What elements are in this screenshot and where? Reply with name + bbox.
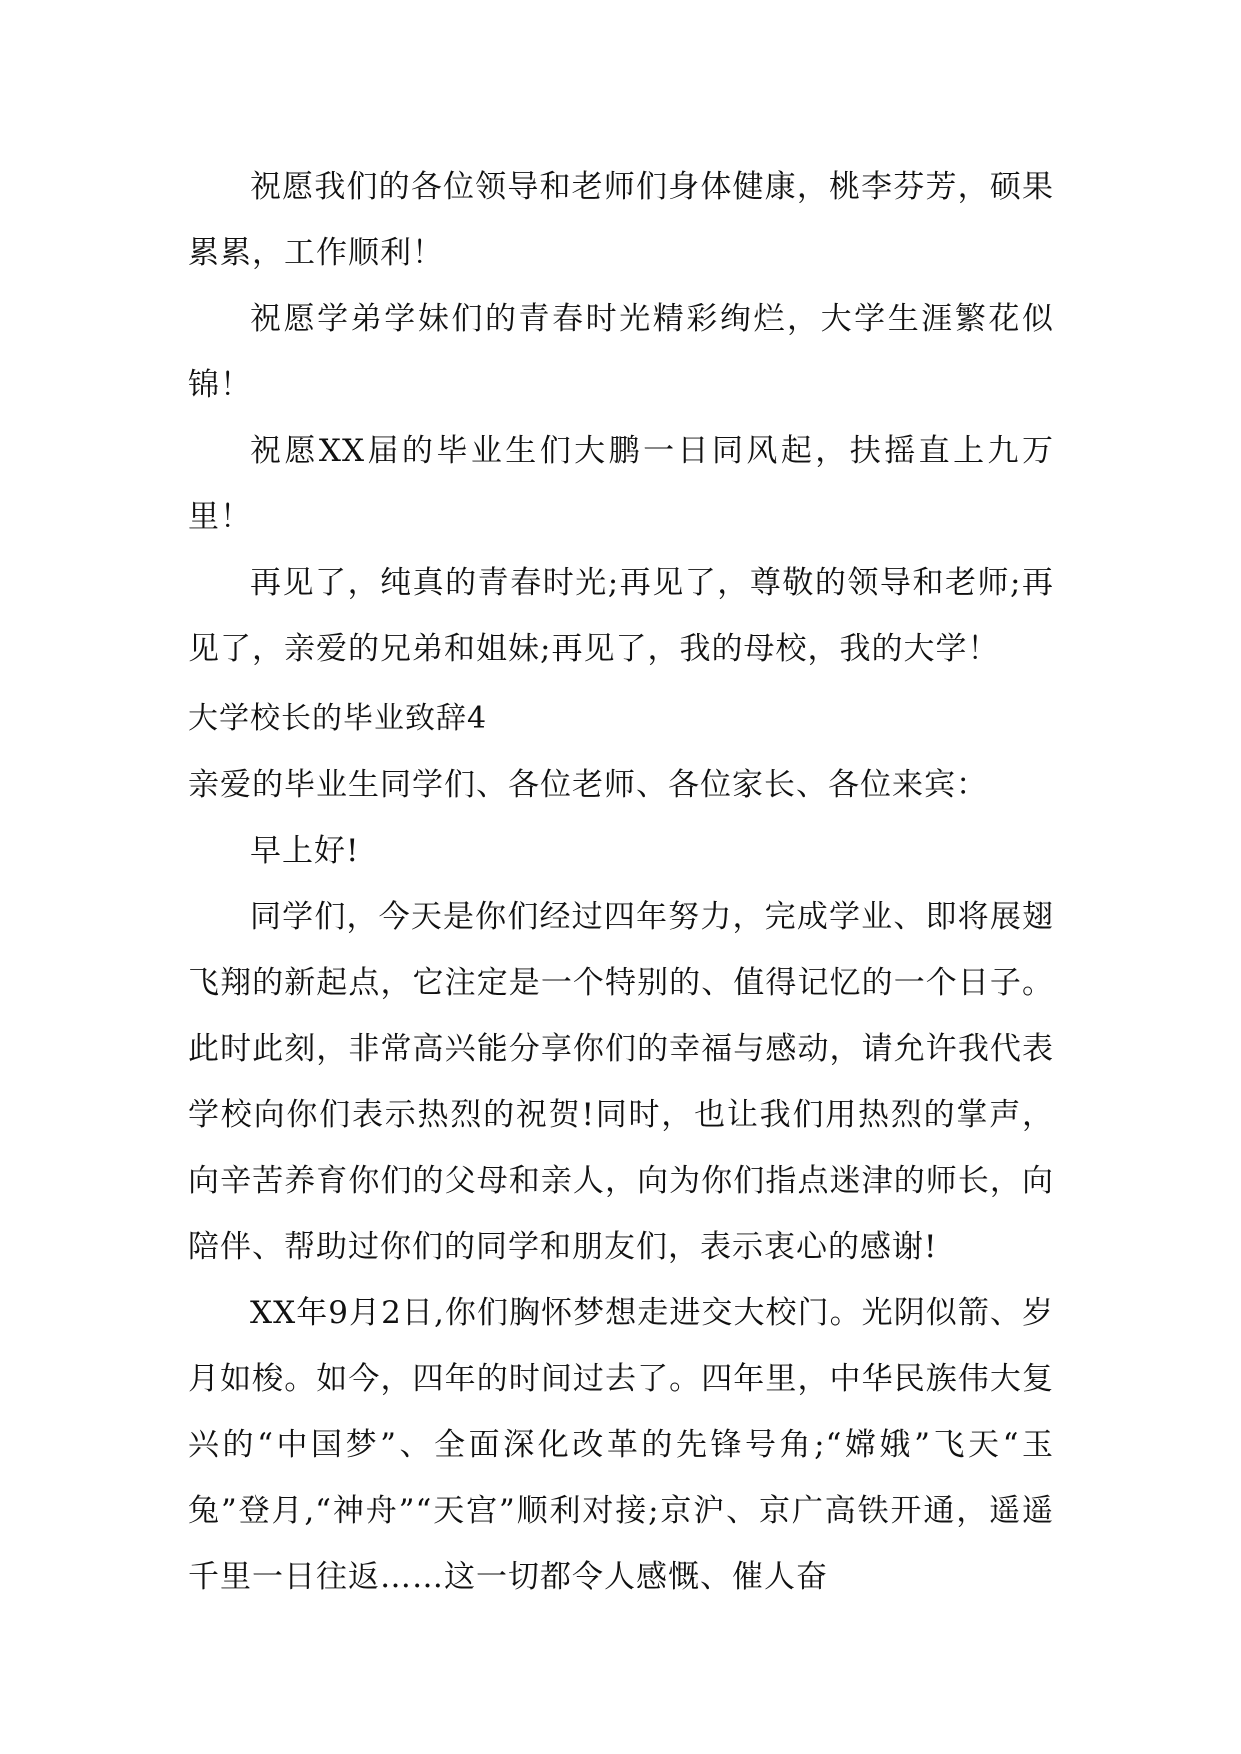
speech-4-section <box>188 686 1054 1610</box>
paragraph-four-years: XX年9月2日,你们胸怀梦想走进交大校门。光阴似箭、岁月如梭。如今，四年的时间过去了。四年里，中华民族伟大复兴的“中国梦”、全面深化改革的先锋号角;“嫦娥”飞天“玉兔”登月,“神舟”“天宫”顺利对接;京沪、京广高铁开通，遥遥千里一日往返……这一切都令人感慨、催人奋 <box>188 1295 1054 1595</box>
paragraph-greeting: 早上好! <box>250 833 360 869</box>
paragraph-wish-graduates: 祝愿XX届的毕业生们大鹏一日同风起，扶摇直上九万里！ <box>188 433 1054 535</box>
paragraph-congratulations: 同学们，今天是你们经过四年努力，完成学业、即将展翅飞翔的新起点，它注定是一个特别的、值得记忆的一个日子。此时此刻，非常高兴能分享你们的幸福与感动，请允许我代表学校向你们表示热烈的祝贺!同时，也让我们用热烈的掌声，向辛苦养育你们的父母和亲人，向为你们指点迷津的师长，向陪伴、帮助过你们的同学和朋友们，表示衷心的感谢! <box>188 899 1054 1265</box>
closing-wishes-section <box>188 154 1054 682</box>
paragraph-wish-leaders: 祝愿我们的各位领导和老师们身体健康，桃李芬芳，硕果累累，工作顺利！ <box>188 169 1054 271</box>
salutation: 亲爱的毕业生同学们、各位老师、各位家长、各位来宾： <box>188 767 988 803</box>
paragraph-wish-juniors: 祝愿学弟学妹们的青春时光精彩绚烂，大学生涯繁花似锦！ <box>188 301 1054 403</box>
section-heading: 大学校长的毕业致辞4 <box>188 701 488 736</box>
paragraph-farewell: 再见了，纯真的青春时光;再见了，尊敬的领导和老师;再见了，亲爱的兄弟和姐妹;再见了，我的母校，我的大学！ <box>188 565 1054 667</box>
